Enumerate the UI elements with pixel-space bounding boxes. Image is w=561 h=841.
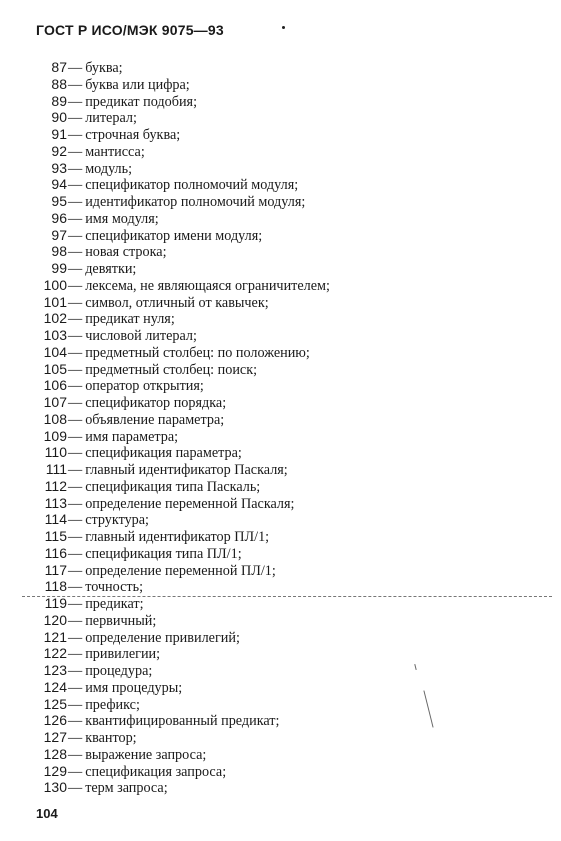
entry-number: 116 [44,544,67,561]
entry-term: девятки; [85,261,137,277]
entry-term: спецификация запроса; [85,763,227,780]
entry-term: строчная буква; [85,127,181,143]
list-item [0,411,561,428]
entry-number: 112 [44,477,67,494]
entry-dash: — [68,294,83,311]
entry-term: определение привилегий; [85,629,240,646]
entry-dash: — [68,60,83,76]
list-item [0,344,561,361]
list-item [0,394,561,411]
list-item [0,478,561,495]
entry-dash: — [68,545,83,562]
entry-dash: — [68,76,83,93]
list-item [0,260,561,277]
list-item [0,428,561,445]
list-item [0,176,561,193]
entry-dash: — [68,579,83,596]
entry-number: 98 [51,243,67,260]
entry-number: 89 [51,92,67,109]
entry-number: 122 [43,645,67,662]
entry-number: 99 [51,260,67,276]
entry-dash: — [68,663,83,679]
entry-term: спецификатор порядка; [85,395,227,411]
entry-term: спецификация типа Паскаль; [85,478,261,495]
list-item [0,294,561,311]
entry-dash: — [68,646,83,663]
entry-number: 91 [51,126,67,142]
list-item [0,277,561,294]
scan-artifact-line [22,596,552,597]
entry-dash: — [68,428,83,445]
entry-dash: — [68,378,83,395]
entry-dash: — [68,462,83,478]
list-item [0,59,561,76]
entry-number: 129 [43,762,67,779]
list-item [0,143,561,160]
entry-number: 95 [51,193,67,209]
list-item [0,595,561,612]
entry-term: числовой литерал; [85,328,197,344]
entry-number: 109 [43,427,67,444]
list-item [0,227,561,244]
entry-number: 100 [43,276,67,293]
list-item [0,612,561,629]
entry-number: 93 [51,159,67,176]
list-item [0,160,561,177]
entry-dash: — [68,311,83,328]
entry-number: 123 [43,662,67,678]
entry-dash: — [68,194,83,210]
entry-dash: — [68,679,83,696]
entry-term: определение переменной Паскаля; [85,495,295,512]
list-item [0,562,561,579]
print-speck [282,26,285,29]
entry-dash: — [68,210,83,227]
entry-number: 125 [43,695,67,712]
entry-term: имя модуля; [85,210,159,227]
entry-number: 117 [44,561,67,578]
entry-term: предикат подобия; [85,93,198,110]
entry-number: 114 [44,511,67,528]
entry-number: 101 [43,293,67,310]
document-header: ГОСТ Р ИСО/МЭК 9075—93 [36,22,224,38]
entry-term: лексема, не являющаяся ограничителем; [85,277,330,294]
list-item [0,746,561,763]
list-item [0,779,561,796]
page-number: 104 [36,806,58,821]
entry-term: предикат; [85,596,144,612]
list-item [0,243,561,260]
list-item [0,662,561,679]
entry-term: предикат нуля; [85,311,175,328]
entry-term: буква; [85,60,123,76]
entry-term: префикс; [85,696,140,713]
list-item [0,444,561,461]
entry-number: 105 [43,360,67,377]
entry-number: 104 [43,343,67,360]
entry-term: квантифицированный предикат; [85,713,280,730]
entry-dash: — [68,328,83,344]
entry-number: 113 [44,494,67,511]
list-item [0,93,561,110]
entry-number: 88 [51,75,67,92]
entry-dash: — [68,227,83,244]
entry-term: спецификатор полномочий модуля; [85,177,299,194]
entry-number: 126 [43,712,67,729]
entry-term: выражение запроса; [85,746,207,763]
list-item [0,310,561,327]
list-item [0,210,561,227]
entry-term: структура; [85,512,150,529]
list-item [0,712,561,729]
entry-dash: — [68,110,83,127]
entry-dash: — [68,746,83,763]
entry-dash: — [68,93,83,110]
entry-term: модуль; [85,160,133,177]
entry-number: 121 [43,628,67,645]
entry-dash: — [68,596,83,612]
entry-term: главный идентификатор Паскаля; [85,462,288,478]
list-item [0,361,561,378]
list-item [0,763,561,780]
entry-number: 124 [43,678,67,695]
entry-dash: — [68,261,83,277]
entry-dash: — [68,277,83,294]
list-item [0,126,561,143]
entry-number: 103 [43,327,67,343]
entry-term: оператор открытия; [85,378,204,395]
entry-number: 102 [43,310,67,327]
entry-dash: — [68,160,83,177]
entry-number: 110 [44,444,67,461]
entry-number: 96 [51,209,67,226]
list-item [0,377,561,394]
entry-number: 107 [43,394,67,410]
list-item [0,495,561,512]
entry-dash: — [68,143,83,160]
entry-term: процедура; [85,663,153,679]
entry-term: привилегии; [85,646,161,663]
entry-dash: — [68,629,83,646]
entry-dash: — [68,495,83,512]
entry-term: имя процедуры; [85,679,183,696]
list-item [0,729,561,746]
entry-dash: — [68,244,83,261]
entry-term: квантор; [85,730,137,746]
entry-term: буква или цифра; [85,76,190,93]
entry-term: новая строка; [85,244,167,261]
list-item [0,629,561,646]
entry-number: 115 [44,528,67,544]
entry-dash: — [68,344,83,361]
entry-dash: — [68,780,83,797]
entry-number: 106 [43,377,67,394]
entry-dash: — [68,713,83,730]
entry-term: идентификатор полномочий модуля; [85,194,306,210]
list-item [0,76,561,93]
term-index-list [0,59,561,796]
entry-term: мантисса; [85,143,145,160]
list-item [0,193,561,210]
entry-dash: — [68,361,83,378]
entry-dash: — [68,612,83,629]
entry-number: 119 [44,595,67,611]
entry-number: 108 [43,410,67,427]
entry-term: главный идентификатор ПЛ/1; [85,529,270,545]
entry-term: спецификация типа ПЛ/1; [85,545,242,562]
entry-term: терм запроса; [85,780,168,797]
entry-dash: — [68,512,83,529]
entry-term: точность; [85,579,144,596]
list-item [0,327,561,344]
entry-dash: — [68,562,83,579]
entry-term: объявление параметра; [85,411,225,428]
entry-number: 128 [43,745,67,762]
entry-term: символ, отличный от кавычек; [85,294,269,311]
entry-number: 92 [51,142,67,159]
entry-dash: — [68,696,83,713]
list-item [0,528,561,545]
entry-term: предметный столбец: по положению; [85,344,310,361]
list-item [0,545,561,562]
entry-dash: — [68,478,83,495]
entry-dash: — [68,127,83,143]
entry-term: предметный столбец: поиск; [85,361,258,378]
entry-dash: — [68,395,83,411]
list-item [0,461,561,478]
entry-term: имя параметра; [85,428,179,445]
entry-term: определение переменной ПЛ/1; [85,562,276,579]
list-item [0,511,561,528]
entry-number: 120 [43,611,67,628]
entry-number: 90 [51,109,67,126]
entry-number: 94 [51,176,67,193]
list-item [0,578,561,595]
list-item [0,696,561,713]
entry-dash: — [68,730,83,746]
entry-number: 97 [51,226,67,243]
entry-dash: — [68,177,83,194]
entry-number: 130 [43,779,67,796]
entry-number: 118 [44,578,67,595]
list-item [0,645,561,662]
entry-term: спецификация параметра; [85,445,242,462]
entry-term: первичный; [85,612,157,629]
list-item [0,109,561,126]
entry-dash: — [68,411,83,428]
entry-number: 111 [45,461,67,477]
entry-number: 127 [43,729,67,745]
entry-term: литерал; [85,110,137,127]
entry-dash: — [68,445,83,462]
entry-dash: — [68,529,83,545]
entry-number: 87 [51,59,67,75]
entry-term: спецификатор имени модуля; [85,227,263,244]
list-item [0,679,561,696]
entry-dash: — [68,763,83,780]
